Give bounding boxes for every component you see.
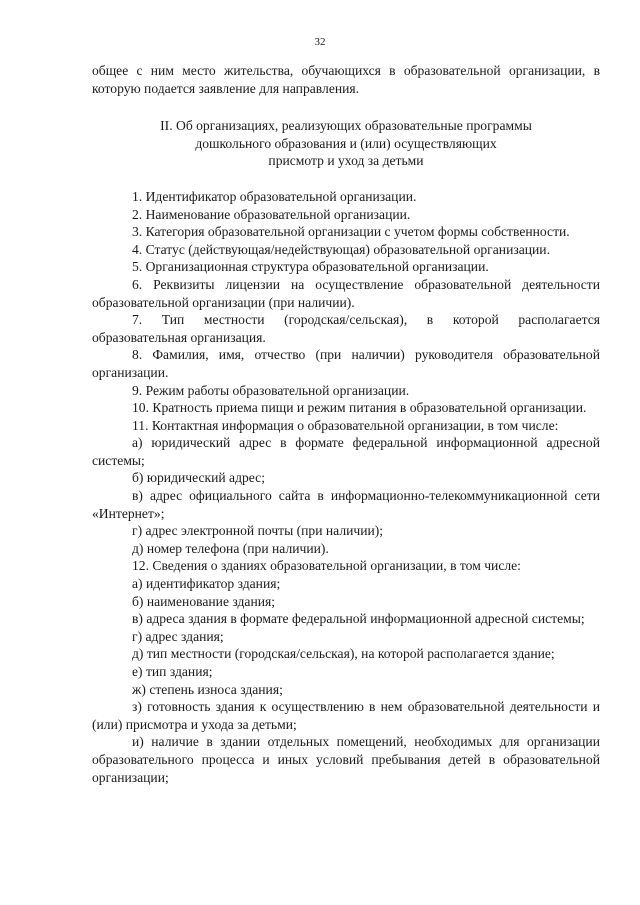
list-item: 4. Статус (действующая/недействующая) образовательной организации.: [132, 241, 550, 257]
section-title-line-3: присмотр и уход за детьми: [268, 153, 424, 169]
list-item: 2. Наименование образовательной организации.: [132, 206, 411, 222]
list-item: 3. Категория образовательной организации с учетом формы собственности.: [132, 224, 570, 240]
list-item: 11. Контактная информация о образовательной организации, в том числе:: [132, 417, 559, 433]
list-item: ж) степень износа здания;: [132, 681, 283, 697]
list-item: и) наличие в здании отдельных помещений, необходимых для организации образовательного процесса и иных условий пребывания детей в образовательной организации;: [92, 734, 600, 785]
section-heading: [92, 117, 600, 170]
document-body: [92, 62, 600, 786]
intro-line-1: общее с ним место жительства, обучающихся в образовательной организации,: [92, 63, 586, 78]
list-item: в) адрес официального сайта в информационно-телекоммуникационной сети «Интернет»;: [92, 488, 600, 521]
list-item: д) номер телефона (при наличии).: [132, 540, 329, 556]
list-item: 12. Сведения о зданиях образовательной организации, в том числе:: [132, 558, 521, 574]
list-item: 6. Реквизиты лицензии на осуществление образовательной деятельности образовательной организации (при наличии).: [92, 276, 600, 310]
list-item: 5. Организационная структура образовательной организации.: [132, 259, 489, 275]
list-item: з) готовность здания к осуществлению в нем образовательной деятельности и (или) присмотра и ухода за детьми;: [92, 699, 600, 732]
section-title-line-2: дошкольного образования и (или) осуществляющих: [195, 135, 497, 151]
list-item: г) адрес электронной почты (при наличии);: [132, 523, 384, 539]
list-item: д) тип местности (городская/сельская), на которой располагается здание;: [132, 646, 555, 662]
list-item: 10. Кратность приема пищи и режим питания в образовательной организации.: [132, 400, 587, 416]
list-item: е) тип здания;: [132, 664, 213, 679]
intro-paragraph: [92, 62, 600, 97]
section-title-line-1: II. Об организациях, реализующих образовательные программы: [160, 118, 532, 134]
list-item: а) юридический адрес в формате федеральной информационной адресной системы;: [92, 435, 600, 468]
list-item: 8. Фамилия, имя, отчество (при наличии) руководителя образовательной организации.: [92, 347, 600, 380]
intro-line-2: в которую подается заявление для направления.: [92, 63, 600, 96]
list-item: б) наименование здания;: [132, 593, 276, 609]
list-item: 9. Режим работы образовательной организации.: [132, 382, 410, 398]
list-item: а) идентификатор здания;: [132, 576, 281, 592]
list-item: г) адрес здания;: [132, 628, 224, 644]
list-item: 1. Идентификатор образовательной организации.: [132, 188, 417, 204]
page-number: 32: [314, 36, 326, 48]
list-item: 7. Тип местности (городская/сельская), в которой располагается образовательная организация.: [92, 312, 600, 345]
list-item: б) юридический адрес;: [132, 470, 265, 486]
list-item: в) адреса здания в формате федеральной информационной адресной системы;: [132, 611, 585, 627]
